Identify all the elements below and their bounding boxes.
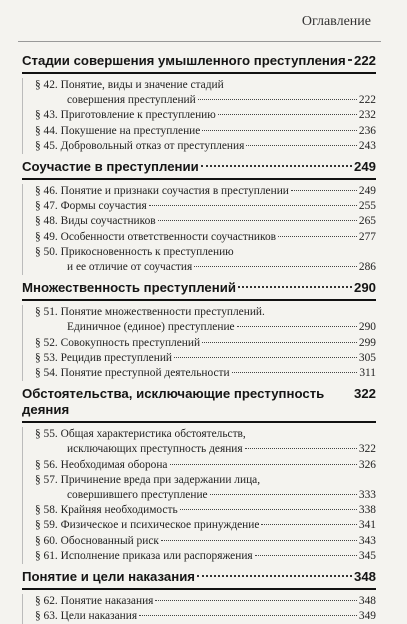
entry-page-number: 299 xyxy=(358,336,376,349)
toc-entry[interactable] xyxy=(22,473,376,503)
toc-entry[interactable] xyxy=(22,609,376,624)
toc-entry[interactable] xyxy=(22,214,376,229)
chapter-title: Стадии совершения умышленного преступления xyxy=(22,53,346,68)
chapter-rule xyxy=(22,299,376,301)
dot-leader xyxy=(194,266,357,267)
entry-title: § 49. Особенности ответственности соучастников xyxy=(35,230,277,243)
chapter-page-number: 222 xyxy=(353,53,376,68)
table-of-contents xyxy=(22,53,376,624)
chapter-rule xyxy=(22,178,376,180)
chapter-heading[interactable] xyxy=(22,53,376,69)
dot-leader xyxy=(291,190,357,191)
chapter-page-number: 290 xyxy=(353,280,376,296)
running-head xyxy=(0,0,407,40)
dot-leader xyxy=(149,205,357,206)
dot-leader xyxy=(198,99,357,100)
toc-entry[interactable] xyxy=(22,458,376,473)
dot-leader xyxy=(180,509,357,510)
section-list xyxy=(22,305,376,381)
toc-entry[interactable] xyxy=(22,245,376,275)
dot-leader xyxy=(238,286,352,288)
chapter-page-number: 348 xyxy=(353,569,376,585)
dot-leader xyxy=(232,372,358,373)
dot-leader xyxy=(201,165,352,167)
entry-page-number: 348 xyxy=(358,595,376,608)
section-list xyxy=(22,78,376,154)
entry-page-number: 236 xyxy=(358,124,376,137)
entry-title: § 44. Покушение на преступление xyxy=(35,124,201,137)
entry-title: § 48. Виды соучастников xyxy=(35,215,156,228)
entry-page-number: 333 xyxy=(358,489,376,502)
chapter-heading[interactable] xyxy=(22,159,376,175)
chapter-title: Множественность преступлений xyxy=(22,280,236,296)
toc-entry[interactable] xyxy=(22,124,376,139)
toc-entry[interactable] xyxy=(22,199,376,214)
toc-entry[interactable] xyxy=(22,139,376,154)
section-list xyxy=(22,594,376,624)
entry-title: совершения преступлений xyxy=(67,94,196,107)
entry-title: § 45. Добровольный отказ от преступления xyxy=(35,139,245,152)
dot-leader xyxy=(197,575,352,577)
entry-page-number: 345 xyxy=(358,549,376,562)
dot-leader xyxy=(278,236,357,237)
entry-page-number: 341 xyxy=(358,519,376,532)
entry-page-number: 277 xyxy=(358,230,376,243)
toc-entry[interactable] xyxy=(22,230,376,245)
dot-leader xyxy=(348,59,352,61)
entry-title: § 54. Понятие преступной деятельности xyxy=(35,367,230,380)
header-rule xyxy=(18,41,381,42)
entry-title: § 59. Физическое и психическое принуждение xyxy=(35,519,260,532)
chapter-heading[interactable] xyxy=(22,280,376,296)
dot-leader xyxy=(218,114,357,115)
entry-title: § 53. Рецидив преступлений xyxy=(35,351,173,364)
toc-entry[interactable] xyxy=(22,549,376,564)
entry-page-number: 349 xyxy=(358,610,376,623)
toc-entry[interactable] xyxy=(22,108,376,123)
entry-title: § 58. Крайняя необходимость xyxy=(35,504,178,517)
chapter-rule xyxy=(22,72,376,74)
dot-leader xyxy=(174,357,357,358)
entry-title-line: § 50. Прикосновенность к преступлению xyxy=(35,245,234,258)
dot-leader xyxy=(210,494,357,495)
page-title: Оглавление xyxy=(301,14,371,29)
entry-page-number: 265 xyxy=(358,215,376,228)
toc-entry[interactable] xyxy=(22,336,376,351)
dot-leader xyxy=(155,600,356,601)
chapter-title: Понятие и цели наказания xyxy=(22,569,195,585)
entry-title-line: § 55. Общая характеристика обстоятельств, xyxy=(35,428,246,441)
entry-title: и ее отличие от соучастия xyxy=(67,261,193,274)
toc-chapter xyxy=(22,53,376,154)
dot-leader xyxy=(261,524,356,525)
entry-page-number: 255 xyxy=(358,200,376,213)
entry-title: совершившего преступление xyxy=(67,489,208,502)
entry-page-number: 243 xyxy=(358,139,376,152)
entry-page-number: 286 xyxy=(358,261,376,274)
entry-title-line: § 42. Понятие, виды и значение стадий xyxy=(35,79,224,91)
chapter-page-number: 249 xyxy=(353,159,376,175)
section-list xyxy=(22,427,376,564)
toc-chapter xyxy=(22,280,376,381)
toc-entry[interactable] xyxy=(22,305,376,335)
chapter-heading[interactable] xyxy=(22,386,376,418)
toc-chapter xyxy=(22,569,376,624)
entry-title-line: § 57. Причинение вреда при задержании лица, xyxy=(35,473,261,486)
entry-title-line: § 51. Понятие множественности преступлений. xyxy=(35,306,265,319)
dot-leader xyxy=(161,540,357,541)
entry-page-number: 249 xyxy=(358,185,376,198)
entry-page-number: 222 xyxy=(358,94,376,107)
chapter-rule xyxy=(22,421,376,423)
dot-leader xyxy=(237,326,357,327)
dot-leader xyxy=(170,464,357,465)
entry-title: § 61. Исполнение приказа или распоряжения xyxy=(35,549,253,562)
toc-chapter xyxy=(22,386,376,564)
dot-leader xyxy=(202,130,357,131)
dot-leader xyxy=(245,448,357,449)
toc-entry[interactable] xyxy=(22,534,376,549)
chapter-heading[interactable] xyxy=(22,569,376,585)
dot-leader xyxy=(158,220,357,221)
chapter-page-number: 322 xyxy=(353,386,376,402)
entry-page-number: 305 xyxy=(358,351,376,364)
entry-page-number: 311 xyxy=(359,367,376,380)
dot-leader xyxy=(202,342,357,343)
chapter-title: Обстоятельства, исключающие преступность деяния xyxy=(22,386,325,418)
entry-title: § 47. Формы соучастия xyxy=(35,200,147,213)
entry-title: § 63. Цели наказания xyxy=(35,610,138,623)
toc-entry[interactable] xyxy=(22,366,376,381)
entry-title: исключающих преступность деяния xyxy=(67,443,243,456)
toc-entry[interactable] xyxy=(22,351,376,366)
toc-entry[interactable] xyxy=(22,78,376,108)
entry-title: § 46. Понятие и признаки соучастия в преступлении xyxy=(35,185,289,198)
section-list xyxy=(22,184,376,275)
chapter-title: Соучастие в преступлении xyxy=(22,159,199,175)
entry-title: § 60. Обоснованный риск xyxy=(35,534,159,547)
toc-chapter xyxy=(22,159,376,275)
dot-leader xyxy=(139,615,357,616)
entry-page-number: 322 xyxy=(358,443,376,456)
entry-title: § 56. Необходимая оборона xyxy=(35,458,168,471)
toc-entry[interactable] xyxy=(22,503,376,518)
entry-title: § 52. Совокупность преступлений xyxy=(35,336,201,349)
entry-title: § 43. Приготовление к преступлению xyxy=(35,109,216,122)
toc-entry[interactable] xyxy=(22,518,376,533)
toc-entry[interactable] xyxy=(22,427,376,457)
toc-entry[interactable] xyxy=(22,594,376,609)
entry-page-number: 343 xyxy=(358,534,376,547)
entry-page-number: 290 xyxy=(358,321,376,334)
toc-entry[interactable] xyxy=(22,184,376,199)
dot-leader xyxy=(246,145,357,146)
dot-leader xyxy=(255,555,357,556)
entry-title: § 62. Понятие наказания xyxy=(35,595,154,608)
entry-page-number: 326 xyxy=(358,458,376,471)
entry-page-number: 338 xyxy=(358,504,376,517)
entry-title: Единичное (единое) преступление xyxy=(67,321,235,334)
entry-page-number: 232 xyxy=(358,109,376,122)
